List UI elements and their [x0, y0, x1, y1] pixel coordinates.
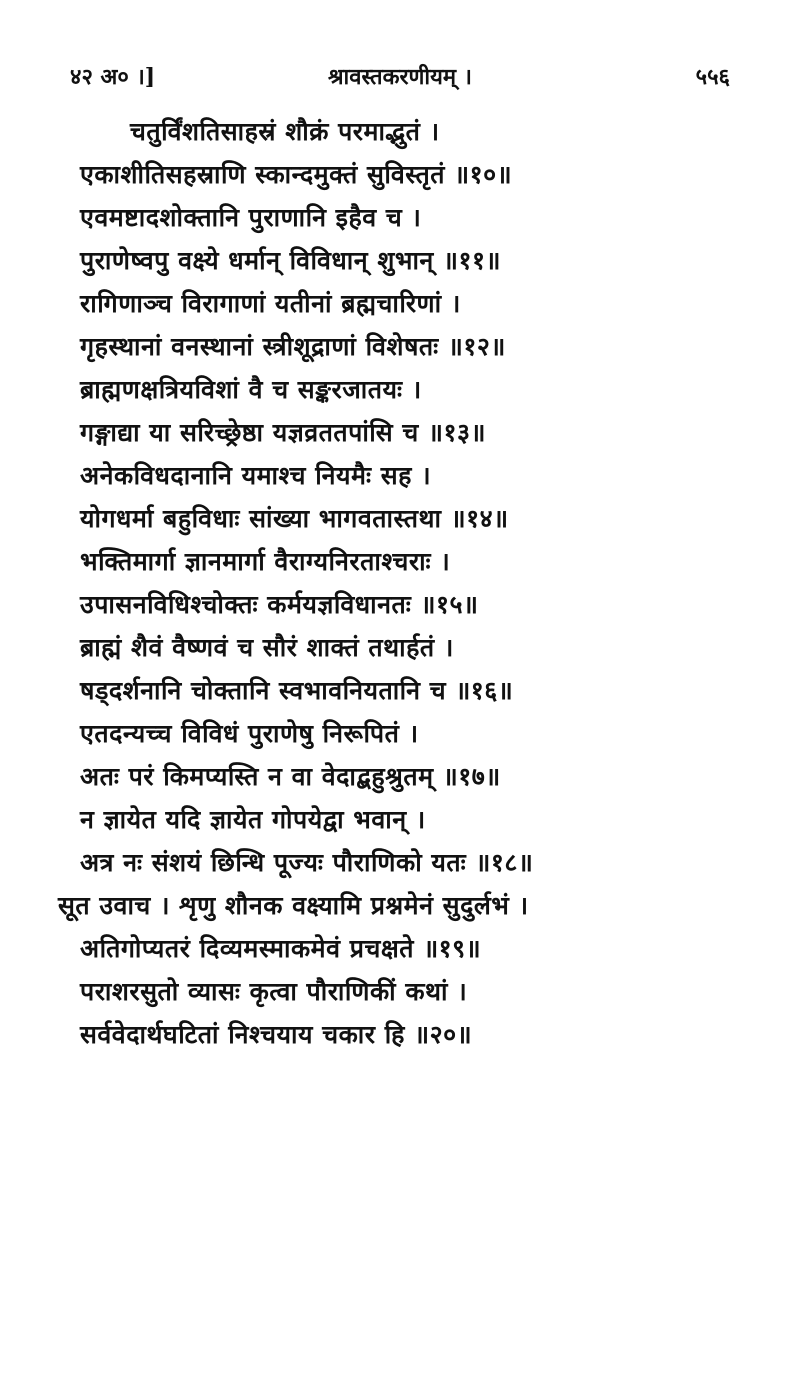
verse-line: ब्राह्मणक्षत्रियविशां वै च सङ्करजातयः ।: [80, 375, 422, 404]
verse-line: अत्र नः संशयं छिन्धि पूज्यः पौराणिको यतः ॥१८॥: [80, 848, 534, 877]
verse-line: चतुर्विंशतिसाहस्रं शौक्रं परमाद्भुतं ।: [130, 117, 440, 146]
verse-line: गङ्गाद्या या सरिच्छ्रेष्ठा यज्ञव्रततपांसि च ॥१३॥: [80, 418, 486, 447]
verse-line: अनेकविधदानानि यमाश्च नियमैः सह ।: [80, 461, 432, 490]
verse-line: योगधर्मा बहुविधाः सांख्या भागवतास्तथा ॥१४॥: [80, 504, 509, 533]
verse-line: गृहस्थानां वनस्थानां स्त्रीशूद्राणां विशेषतः ॥१२॥: [80, 332, 506, 361]
verse-line: सूत उवाच । शृणु शौनक वक्ष्यामि प्रश्नमेनं सुदुर्लभं ।: [58, 891, 529, 920]
header-title: श्रावस्तकरणीयम् ।: [327, 64, 472, 90]
verse-line: एकाशीतिसहस्राणि स्कान्दमुक्तं सुविस्तृतं ॥१०॥: [80, 160, 513, 189]
verse-line: एतदन्यच्च विविधं पुराणेषु निरूपितं ।: [80, 719, 419, 748]
verse-line: अतः परं किमप्यस्ति न वा वेदाद्बहुश्रुतम् ॥१७॥: [80, 762, 501, 791]
verse-line: उपासनविधिश्चोक्तः कर्मयज्ञविधानतः ॥१५॥: [80, 590, 479, 619]
verse-line: अतिगोप्यतरं दिव्यमस्माकमेवं प्रचक्षते ॥१९॥: [80, 934, 482, 963]
verse-line: पराशरसुतो व्यासः कृत्वा पौराणिकीं कथां ।: [80, 977, 468, 1006]
verse-line: एवमष्टादशोक्तानि पुराणानि इहैव च ।: [80, 203, 422, 232]
running-header: [70, 56, 730, 96]
verse-line: न ज्ञायेत यदि ज्ञायेत गोपयेद्वा भवान् ।: [80, 805, 426, 834]
verse-line: पुराणेष्वपु वक्ष्ये धर्मान् विविधान् शुभान् ॥११॥: [80, 246, 501, 275]
verse-line: रागिणाञ्च विरागाणां यतीनां ब्रह्मचारिणां ।: [80, 289, 461, 318]
header-chapter-ref: ४२ अ० ।]: [70, 64, 156, 90]
page-number: ५५६: [695, 64, 730, 90]
verse-line: सर्ववेदार्थघटितां निश्चयाय चकार हि ॥२०॥: [80, 1020, 473, 1049]
verse-line: षड्दर्शनानि चोक्तानि स्वभावनियतानि च ॥१६॥: [80, 676, 514, 705]
verse-block: [58, 110, 740, 1056]
verse-line: ब्राह्मं शैवं वैष्णवं च सौरं शाक्तं तथार्हतं ।: [80, 633, 454, 662]
verse-line: भक्तिमार्गा ज्ञानमार्गा वैराग्यनिरताश्चराः ।: [80, 547, 451, 576]
